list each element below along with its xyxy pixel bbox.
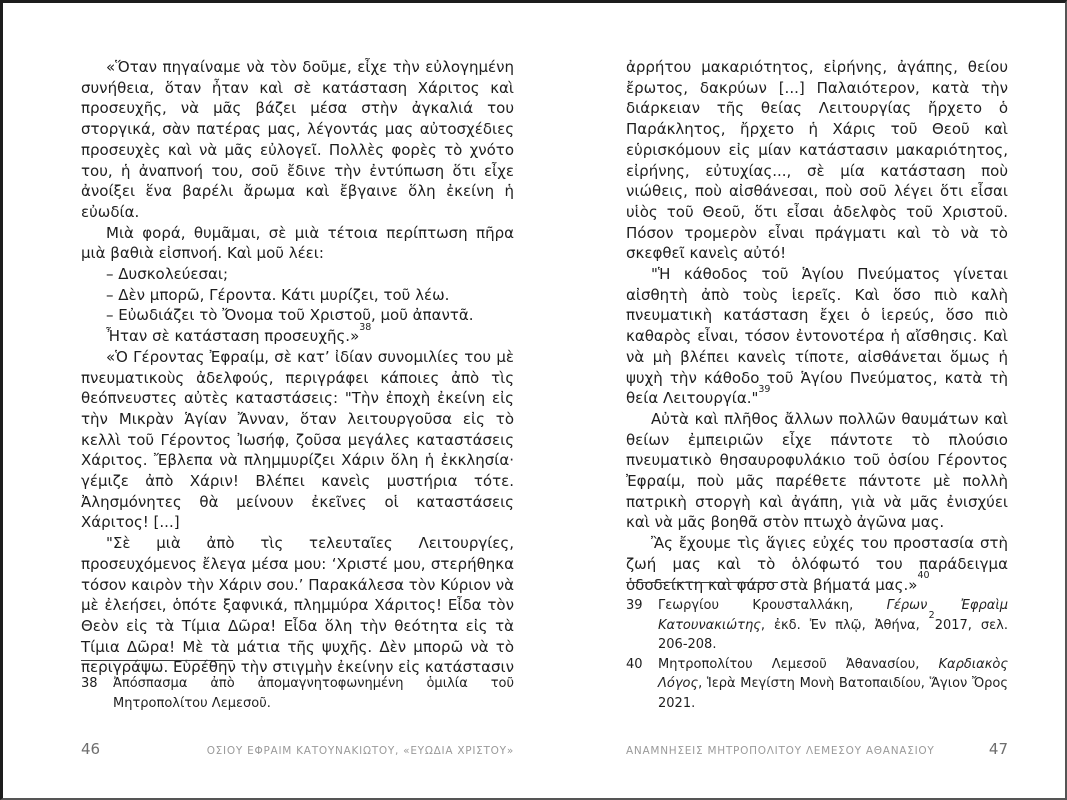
footnote-reference: 38 — [359, 321, 372, 333]
text-run: Ἂς ἔχουμε τὶς ἅγιες εὐχές του προστασία στὴ ζωή μας καὶ τὸ ὁλόφωτό του παράδειγμα ὁδοδείκτη καὶ φάρο στὰ βήματά μας.» — [626, 534, 1008, 594]
text-run: 2017, σελ. 206-208. — [658, 617, 1008, 652]
page-right-footer — [626, 740, 1008, 758]
paragraph — [81, 533, 514, 678]
italic-text-run: Καρδιακὸς Λόγος — [658, 656, 1008, 691]
paragraph — [81, 264, 514, 285]
page-left-body-text — [81, 57, 514, 678]
footnote-list — [81, 674, 514, 713]
paragraph — [626, 264, 1008, 409]
paragraph — [81, 223, 514, 264]
paragraph — [626, 57, 1008, 264]
paragraph — [81, 285, 514, 306]
page-right-body-text — [626, 57, 1008, 595]
footnote-text — [658, 596, 1008, 655]
footnote-number: 39 — [626, 598, 643, 613]
footnote-separator-rule — [81, 660, 233, 661]
footnote-separator-rule — [626, 582, 778, 583]
footnote-item — [626, 655, 1008, 714]
text-run: – Δὲν μπορῶ, Γέροντα. Κάτι μυρίζει, τοῦ λέω. — [106, 285, 450, 304]
text-run: , ἐκδ. Ἐν πλῷ, Ἀθήνα, — [760, 617, 929, 633]
paragraph — [81, 57, 514, 223]
footnote-number: 38 — [81, 676, 98, 691]
footnote-item — [81, 674, 514, 713]
footnote-text — [113, 674, 514, 713]
paragraph — [626, 409, 1008, 533]
paragraph — [81, 347, 514, 533]
text-run: "Σὲ μιὰ ἀπὸ τὶς τελευταῖες Λειτουργίες, προσευχόμενος ἔλεγα μέσα μου: ‘Χριστέ μου, στερήθηκα τόσον καιρὸν τὴν Χάριν σου.’ Παρακάλεσα τὸν Κύριον νὰ μὲ ἐλεήσει, ὁπότε ξαφνικά, πλημμύρα Χάριτος! Εἶδα τὸν Θεὸν εἰς τὰ Τίμια Δῶρα! Εἶδα ὅλη τὴν θεότητα εἰς τὰ Τίμια Δῶρα! Μὲ τὰ μάτια τῆς ψυχῆς. Δὲν μπορῶ νὰ τὸ περιγράψω. Εὑρέθην τὴν στιγμὴν ἐκείνην εἰς κατάστασιν — [81, 534, 514, 677]
footnote-list — [626, 596, 1008, 713]
footnote-text — [658, 655, 1008, 714]
text-run: Μιὰ φορά, θυμᾶμαι, σὲ μιὰ τέτοια περίπτωση πῆρα μιὰ βαθιὰ εἰσπνοή. Καὶ μοῦ λέει: — [81, 223, 514, 263]
text-run: Γεωργίου Κρουσταλλάκη, — [658, 598, 887, 613]
page-left-footnotes — [81, 660, 514, 713]
text-run: "Ἡ κάθοδος τοῦ Ἁγίου Πνεύματος γίνεται αἰσθητὴ ἀπὸ τοὺς ἱερεῖς. Καὶ ὅσο πιὸ καλὴ πνευματικὴ κατάσταση ἔχει ὁ ἱερεύς, ὅσο πιὸ καθαρὸς εἶναι, τόσον ἐντονοτέρα ἡ αἴσθησις. Καὶ νὰ μὴ βλέπει κανεὶς τίποτε, αἰσθάνεται ὅμως ἡ ψυχὴ τὴν κάθοδο τοῦ Ἁγίου Πνεύματος, κατὰ τὴ θεία Λειτουργία." — [626, 265, 1008, 408]
page-number: 47 — [988, 740, 1008, 758]
footnote-item — [626, 596, 1008, 655]
running-title: ΟΣΙΟΥ ΕΦΡΑΙΜ ΚΑΤΟΥΝΑΚΙΩΤΟΥ, «ΕΥΩΔΙΑ ΧΡΙΣΤΟΥ» — [206, 745, 514, 757]
footnote-reference: 40 — [917, 570, 930, 582]
footnote-reference: 2 — [928, 609, 935, 621]
paragraph — [81, 305, 514, 326]
running-title: ΑΝΑΜΝΗΣΕΙΣ ΜΗΤΡΟΠΟΛΙΤΟΥ ΛΕΜΕΣΟΥ ΑΘΑΝΑΣΙΟΥ — [626, 745, 935, 757]
text-run: Ἦταν σὲ κατάσταση προσευχῆς.» — [106, 327, 360, 346]
text-run: «Ὅταν πηγαίναμε νὰ τὸν δοῦμε, εἶχε τὴν εὐλογημένη συνήθεια, ὅταν ἦταν καὶ σὲ κατάσταση Χάριτος καὶ προσευχῆς, νὰ μᾶς βάζει μέσα στὴν ἀγκαλιά του στοργικά, σὰν πατέρας μας, λέγοντάς μας αὐτοσχέδιες προσευχὲς καὶ νὰ μᾶς εὐλογεῖ. Πολλὲς φορὲς τὸ χνότο του, ἡ ἀναπνοή του, σοῦ ἔδινε τὴν ἐντύπωση ὅτι εἶχε ἀνοίξει ἕνα βαρέλι ἄρωμα καὶ ἔβγαινε ὅλη ἐκείνη ἡ εὐωδία. — [81, 58, 514, 221]
page-right-footnotes — [626, 582, 1008, 713]
page-number: 46 — [81, 740, 101, 758]
text-run: Αὐτὰ καὶ πλῆθος ἄλλων πολλῶν θαυμάτων καὶ θείων ἐμπειριῶν εἶχε πάντοτε τὸ πλούσιο πνευματικὸ θησαυροφυλάκιο τοῦ ὁσίου Γέροντος Ἐφραίμ, ποὺ μᾶς παρέθετε πάντοτε μὲ πολλὴ πατρικὴ στοργὴ καὶ ἀγάπη, γιὰ νὰ μᾶς ἐνισχύει καὶ νὰ μᾶς βοηθᾶ στὸν πτωχὸ ἀγῶνα μας. — [626, 409, 1008, 532]
text-run: «Ὁ Γέροντας Ἐφραίμ, σὲ κατ’ ἰδίαν συνομιλίες του μὲ πνευματικοὺς ἀδελφούς, περιγράφει κάποιες ἀπὸ τὶς θεόπνευστες αὐτὲς καταστάσεις: "Τὴν ἐποχὴ ἐκείνη εἰς τὴν Μικρὰν Ἁγίαν Ἄνναν, ὅταν λειτουργοῦσα εἰς τὸ κελλὶ τοῦ Γέροντος Ἰωσήφ, ζοῦσα μεγάλες καταστάσεις Χάριτος. Ἔβλεπα νὰ πλημμυρίζει Χάριν ὅλη ἡ ἐκκλησία· γέμιζε ἀπὸ Χάριν! Βλέπει κανεὶς μυστήρια τότε. Ἀλησμόνητες θὰ μείνουν ἐκεῖνες οἱ καταστάσεις Χάριτος! [...] — [81, 347, 514, 532]
italic-text-run: Γέρων Ἐφραὶμ Κατουνακιώτης — [658, 598, 1008, 633]
footnote-reference: 39 — [758, 384, 771, 396]
footnote-number: 40 — [626, 656, 643, 672]
text-run: ἀρρήτου μακαριότητος, εἰρήνης, ἀγάπης, θείου ἔρωτος, δακρύων [...] Παλαιότερον, κατὰ τὴν διάρκειαν τῆς θείας Λειτουργίας ἤρχετο ὁ Παράκλητος, ἤρχετο ἡ Χάρις τοῦ Θεοῦ καὶ εὑρισκόμουν εἰς μίαν κατάστασιν μακαριότητος, εἰρήνης, εὐτυχίας..., σὲ μία κατάσταση ποὺ νιώθεις, ποὺ αἰσθάνεσαι, ποὺ σοῦ λέγει ὅτι εἶσαι υἱὸς τοῦ Θεοῦ, ὅτι εἶσαι ἀδελφὸς τοῦ Χριστοῦ. Πόσον τρομερὸν εἶναι πράγματι καὶ τὸ νὰ τὸ σκεφθεῖ κανεὶς αὐτό! — [626, 58, 1008, 263]
text-run: Μητροπολίτου Λεμεσοῦ Ἀθανασίου, — [658, 656, 939, 672]
page-left-footer — [81, 740, 514, 758]
text-run: – Εὐωδιάζει τὸ Ὄνομα τοῦ Χριστοῦ, μοῦ ἀπαντᾶ. — [106, 306, 474, 325]
text-run: , Ἱερὰ Μεγίστη Μονὴ Βατοπαιδίου, Ἅγιον Ὄρος 2021. — [658, 676, 1008, 711]
paragraph — [81, 321, 514, 347]
text-run: Ἀπόσπασμα ἀπὸ ἀπομαγνητοφωνημένη ὁμιλία τοῦ Μητροπολίτου Λεμεσοῦ. — [113, 676, 514, 711]
text-run: – Δυσκολεύεσαι; — [106, 265, 229, 284]
